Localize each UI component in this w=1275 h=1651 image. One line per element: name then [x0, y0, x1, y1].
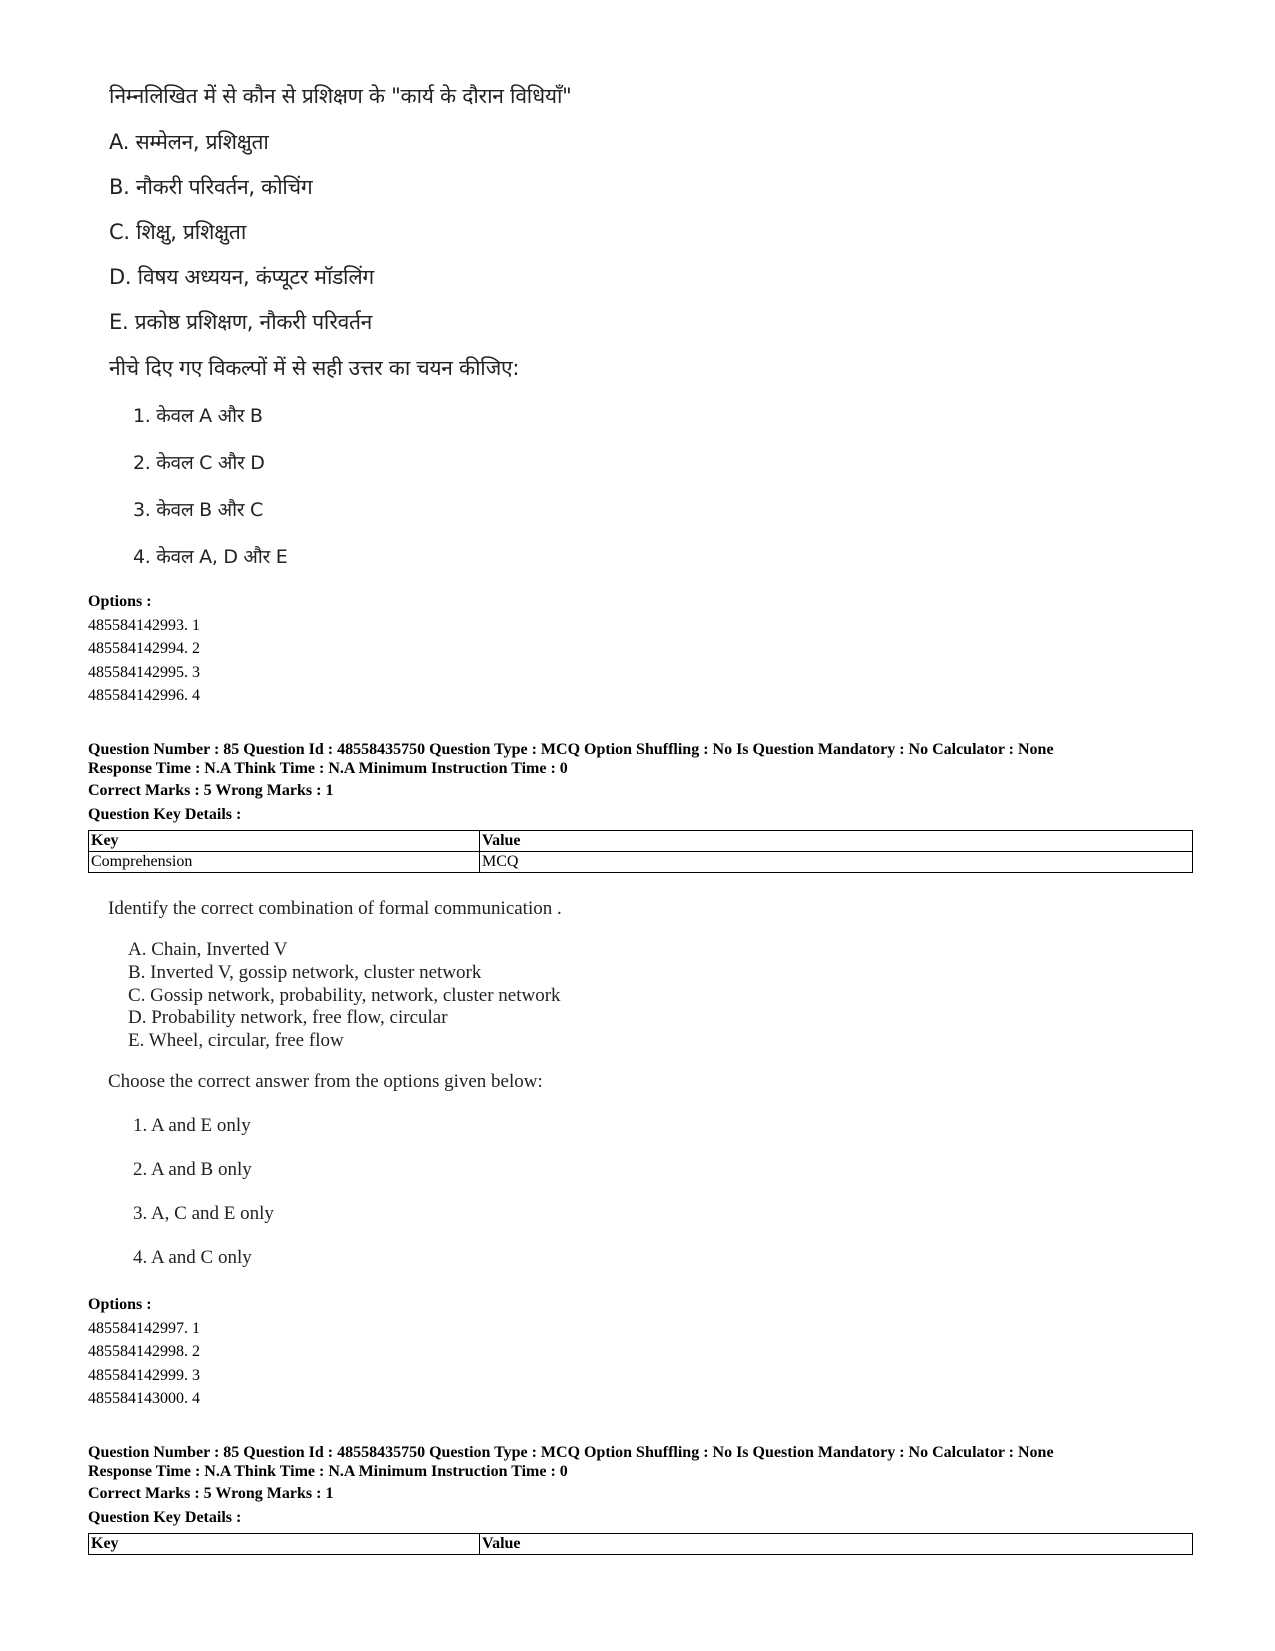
question-meta-line: Question Number : 85 Question Id : 48558435750 Question Type : MCQ Option Shuffling : No Is Question Mandatory : No Calculator : None — [88, 741, 1054, 758]
table-header-row — [89, 1534, 1193, 1555]
key-details-table — [88, 830, 1193, 873]
statement-a: A. सम्मेलन, प्रशिक्षुता — [109, 130, 269, 154]
choice-3: 3. A, C and E only — [133, 1203, 274, 1224]
answer-instruction: Choose the correct answer from the options given below: — [108, 1071, 543, 1092]
statement-d: D. विषय अध्ययन, कंप्यूटर मॉडलिंग — [109, 265, 374, 289]
statement-c: C. शिक्षु, प्रशिक्षुता — [109, 220, 246, 244]
option-item: 485584142996. 4 — [88, 687, 200, 704]
question-meta — [88, 740, 1054, 778]
table-header-row — [89, 831, 1193, 852]
table-row — [89, 852, 1193, 873]
table-cell: MCQ — [480, 852, 1193, 873]
statement-a: A. Chain, Inverted V — [128, 939, 288, 960]
question-meta-line: Response Time : N.A Think Time : N.A Minimum Instruction Time : 0 — [88, 760, 568, 777]
option-item: 485584142993. 1 — [88, 616, 200, 634]
option-item: 485584142994. 2 — [88, 640, 200, 657]
question-stem: Identify the correct combination of formal communication . — [108, 898, 562, 919]
option-item: 485584142997. 1 — [88, 1319, 200, 1337]
choice-2: 2. केवल C और D — [133, 452, 265, 474]
options-heading: Options : — [88, 1296, 152, 1313]
question-meta-line: Response Time : N.A Think Time : N.A Minimum Instruction Time : 0 — [88, 1463, 568, 1480]
options-list — [88, 590, 200, 708]
question-meta — [88, 1443, 1054, 1481]
options-heading: Options : — [88, 593, 152, 610]
option-item: 485584143000. 4 — [88, 1390, 200, 1407]
marks-line: Correct Marks : 5 Wrong Marks : 1 — [88, 782, 334, 799]
marks-line: Correct Marks : 5 Wrong Marks : 1 — [88, 1485, 334, 1502]
statement-b: B. नौकरी परिवर्तन, कोचिंग — [109, 175, 313, 199]
option-item: 485584142999. 3 — [88, 1366, 200, 1384]
table-header-cell: Key — [89, 1534, 480, 1555]
statement-b: B. Inverted V, gossip network, cluster network — [128, 962, 482, 983]
choice-4: 4. A and C only — [133, 1247, 252, 1268]
table-header-cell: Key — [89, 831, 480, 852]
options-list — [88, 1293, 200, 1411]
choice-2: 2. A and B only — [133, 1159, 252, 1180]
choice-3: 3. केवल B और C — [133, 499, 263, 521]
statement-d: D. Probability network, free flow, circular — [128, 1007, 448, 1028]
option-item: 485584142995. 3 — [88, 663, 200, 681]
statement-c: C. Gossip network, probability, network, cluster network — [128, 985, 561, 1006]
answer-instruction: नीचे दिए गए विकल्पों में से सही उत्तर का चयन कीजिए: — [109, 356, 520, 380]
question-meta-line: Question Number : 85 Question Id : 48558435750 Question Type : MCQ Option Shuffling : No Is Question Mandatory : No Calculator : None — [88, 1444, 1054, 1461]
table-cell: Comprehension — [89, 852, 480, 873]
choice-4: 4. केवल A, D और E — [133, 546, 288, 568]
key-details-table — [88, 1533, 1193, 1555]
statement-e: E. Wheel, circular, free flow — [128, 1030, 344, 1051]
choice-1: 1. A and E only — [133, 1115, 251, 1136]
question-stem-hindi: निम्नलिखित में से कौन से प्रशिक्षण के "कार्य के दौरान विधियाँ" — [109, 84, 572, 108]
statement-e: E. प्रकोष्ठ प्रशिक्षण, नौकरी परिवर्तन — [109, 310, 373, 334]
key-details-heading: Question Key Details : — [88, 806, 242, 823]
key-details-heading: Question Key Details : — [88, 1509, 242, 1526]
option-item: 485584142998. 2 — [88, 1343, 200, 1360]
choice-1: 1. केवल A और B — [133, 405, 263, 427]
table-header-cell: Value — [480, 1534, 1193, 1555]
table-header-cell: Value — [480, 831, 1193, 852]
